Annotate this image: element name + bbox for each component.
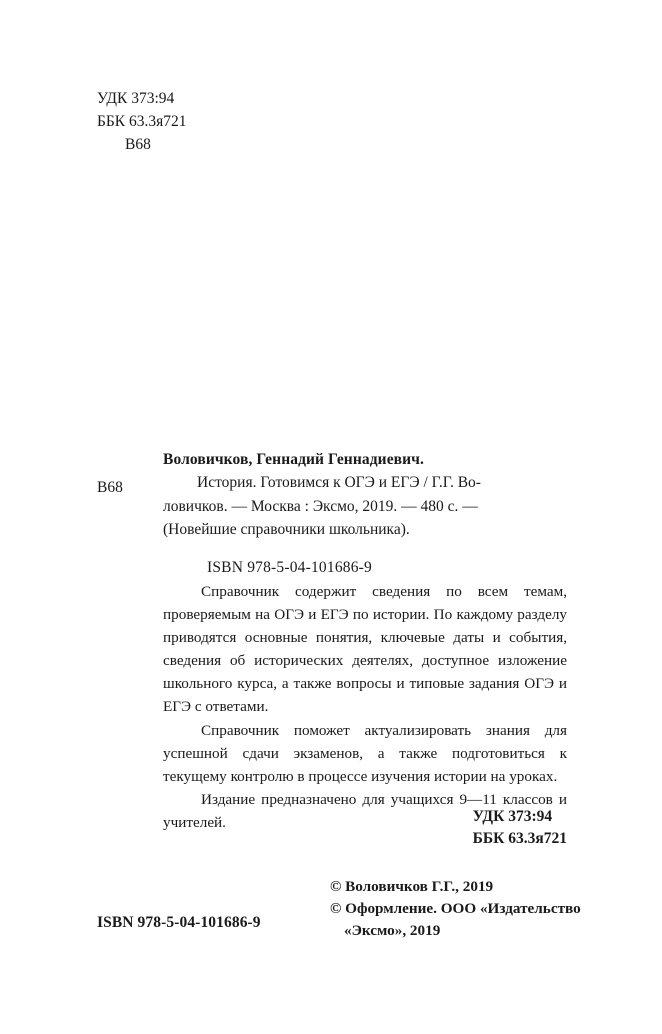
bibliographic-description xyxy=(163,471,567,541)
description-line-3: (Новейшие справочники школьника). xyxy=(163,520,410,538)
copyright-publisher-continued: «Эксмо», 2019 xyxy=(344,922,441,940)
annotation-paragraph-2: Справочник поможет актуализировать знания для успешной сдачи экзаменов, а также подготовиться к текущему контролю в процессе изучения истории на уроках. xyxy=(163,721,567,785)
description-line-1: История. Готовимся к ОГЭ и ЕГЭ / Г.Г. Во- xyxy=(197,474,481,492)
udk-code-top: УДК 373:94 xyxy=(97,90,175,107)
isbn-card: ISBN 978-5-04-101686-9 xyxy=(207,559,372,576)
catalog-card-body xyxy=(163,448,567,579)
catalog-card-block xyxy=(97,448,567,579)
annotation-block xyxy=(163,580,567,834)
author-mark-top: В68 xyxy=(125,135,151,153)
author-name: Воловичков, Геннадий Геннадиевич. xyxy=(163,451,424,468)
annotation-paragraph-3: Издание предназначено для учащихся 9—11 классов и учителей. xyxy=(163,790,567,831)
udk-code-bottom: УДК 373:94 xyxy=(472,808,553,825)
description-line-2: ловичков. — Москва : Эксмо, 2019. — 480 с. — xyxy=(163,497,478,515)
copyright-publisher: © Оформление. ООО «Издательство xyxy=(330,900,581,918)
bbk-code-top: ББК 63.3я721 xyxy=(97,112,187,130)
copyright-block xyxy=(330,876,581,942)
isbn-bottom: ISBN 978-5-04-101686-9 xyxy=(97,914,261,931)
classification-codes-top xyxy=(97,88,187,157)
bbk-code-bottom: ББК 63.3я721 xyxy=(472,830,567,848)
copyright-author: © Воловичков Г.Г., 2019 xyxy=(330,878,494,895)
catalog-side-code: В68 xyxy=(97,479,123,496)
annotation-paragraph-1: Справочник содержит сведения по всем темам, проверяемым на ОГЭ и ЕГЭ по истории. По каждому разделу приводятся основные понятия, ключевые даты и события, сведения об исторических деятелях, доступное изложение школьного курса, а также вопросы и типовые задания ОГЭ и ЕГЭ с ответами. xyxy=(163,583,567,716)
catalog-card-row xyxy=(97,448,567,579)
classification-codes-bottom xyxy=(473,806,567,851)
